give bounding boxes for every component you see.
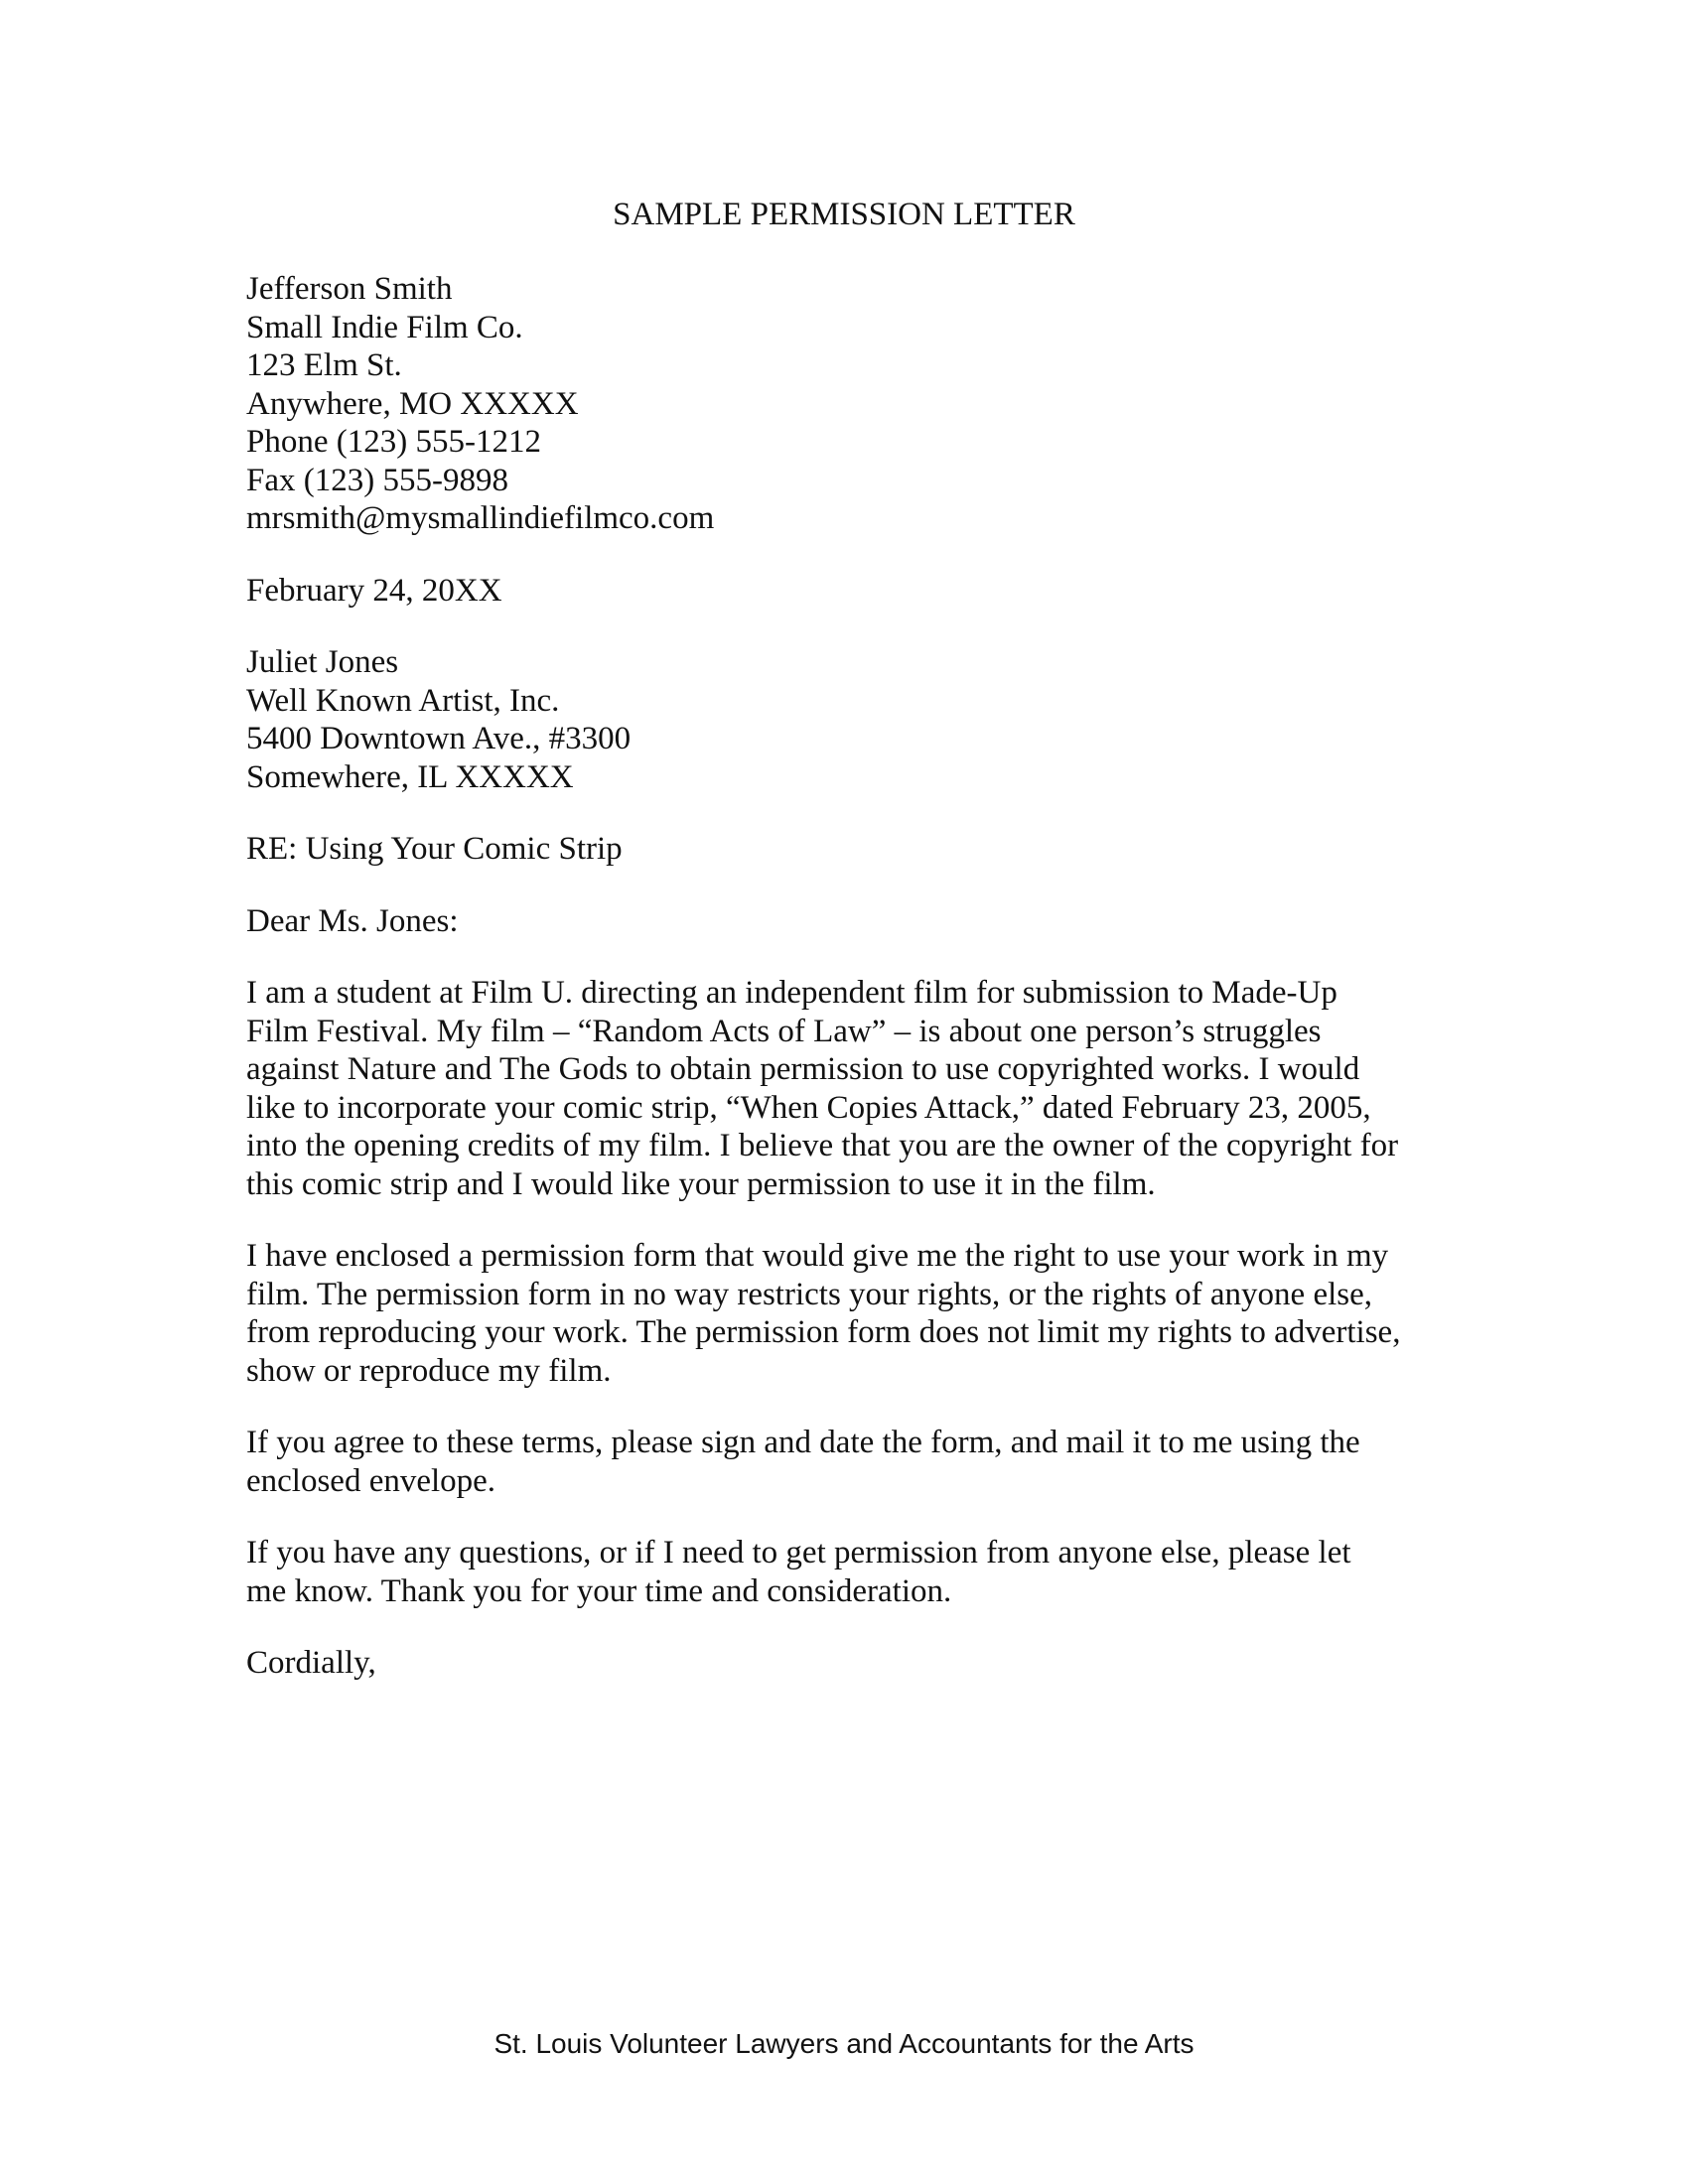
date-line: February 24, 20XX bbox=[246, 572, 502, 609]
letter-body bbox=[246, 270, 1418, 1716]
sender-city: Anywhere, MO XXXXX bbox=[246, 385, 579, 422]
subject-text: RE: Using Your Comic Strip bbox=[246, 831, 623, 867]
paragraph-line: enclosed envelope. bbox=[246, 1462, 496, 1499]
sender-fax: Fax (123) 555-9898 bbox=[246, 462, 508, 498]
sender-address bbox=[246, 270, 1418, 538]
paragraph-line: If you have any questions, or if I need to get permission from anyone else, please let bbox=[246, 1535, 1351, 1570]
page-title: SAMPLE PERMISSION LETTER bbox=[613, 197, 1075, 232]
recipient-address bbox=[246, 643, 1418, 796]
recipient-city: Somewhere, IL XXXXX bbox=[246, 758, 574, 795]
body-paragraph-4 bbox=[246, 1534, 1418, 1610]
letter-date bbox=[246, 572, 1418, 611]
body-paragraph-3 bbox=[246, 1424, 1418, 1500]
paragraph-line: show or reproduce my film. bbox=[246, 1352, 612, 1389]
body-paragraph-2 bbox=[246, 1237, 1418, 1390]
sender-email: mrsmith@mysmallindiefilmco.com bbox=[246, 500, 715, 536]
closing-text: Cordially, bbox=[246, 1645, 376, 1681]
sender-company: Small Indie Film Co. bbox=[246, 309, 523, 345]
paragraph-line: I am a student at Film U. directing an independent film for submission to Made-Up bbox=[246, 975, 1337, 1011]
salutation-text: Dear Ms. Jones: bbox=[246, 902, 459, 939]
paragraph-line: this comic strip and I would like your permission to use it in the film. bbox=[246, 1165, 1156, 1202]
closing bbox=[246, 1644, 1418, 1683]
sender-street: 123 Elm St. bbox=[246, 347, 402, 383]
page-footer: St. Louis Volunteer Lawyers and Accountants for the Arts bbox=[493, 2028, 1195, 2059]
paragraph-line: against Nature and The Gods to obtain permission to use copyrighted works. I would bbox=[246, 1051, 1360, 1087]
paragraph-line: film. The permission form in no way restricts your rights, or the rights of anyone else, bbox=[246, 1276, 1373, 1312]
paragraph-line: from reproducing your work. The permission form does not limit my rights to advertise, bbox=[246, 1314, 1401, 1350]
salutation bbox=[246, 902, 1418, 941]
subject-line bbox=[246, 830, 1418, 869]
paragraph-line: like to incorporate your comic strip, “When Copies Attack,” dated February 23, 2005, bbox=[246, 1089, 1371, 1126]
paragraph-line: into the opening credits of my film. I believe that you are the owner of the copyright for bbox=[246, 1128, 1399, 1163]
recipient-company: Well Known Artist, Inc. bbox=[246, 682, 560, 719]
recipient-street: 5400 Downtown Ave., #3300 bbox=[246, 721, 632, 756]
paragraph-line: If you agree to these terms, please sign and date the form, and mail it to me using the bbox=[246, 1425, 1360, 1460]
recipient-name: Juliet Jones bbox=[246, 644, 399, 680]
paragraph-line: Film Festival. My film – “Random Acts of Law” – is about one person’s struggles bbox=[246, 1013, 1322, 1049]
paragraph-line: I have enclosed a permission form that would give me the right to use your work in my bbox=[246, 1238, 1389, 1274]
body-paragraph-1 bbox=[246, 974, 1418, 1203]
paragraph-line: me know. Thank you for your time and consideration. bbox=[246, 1572, 952, 1609]
sender-name: Jefferson Smith bbox=[246, 271, 453, 307]
sender-phone: Phone (123) 555-1212 bbox=[246, 424, 541, 460]
